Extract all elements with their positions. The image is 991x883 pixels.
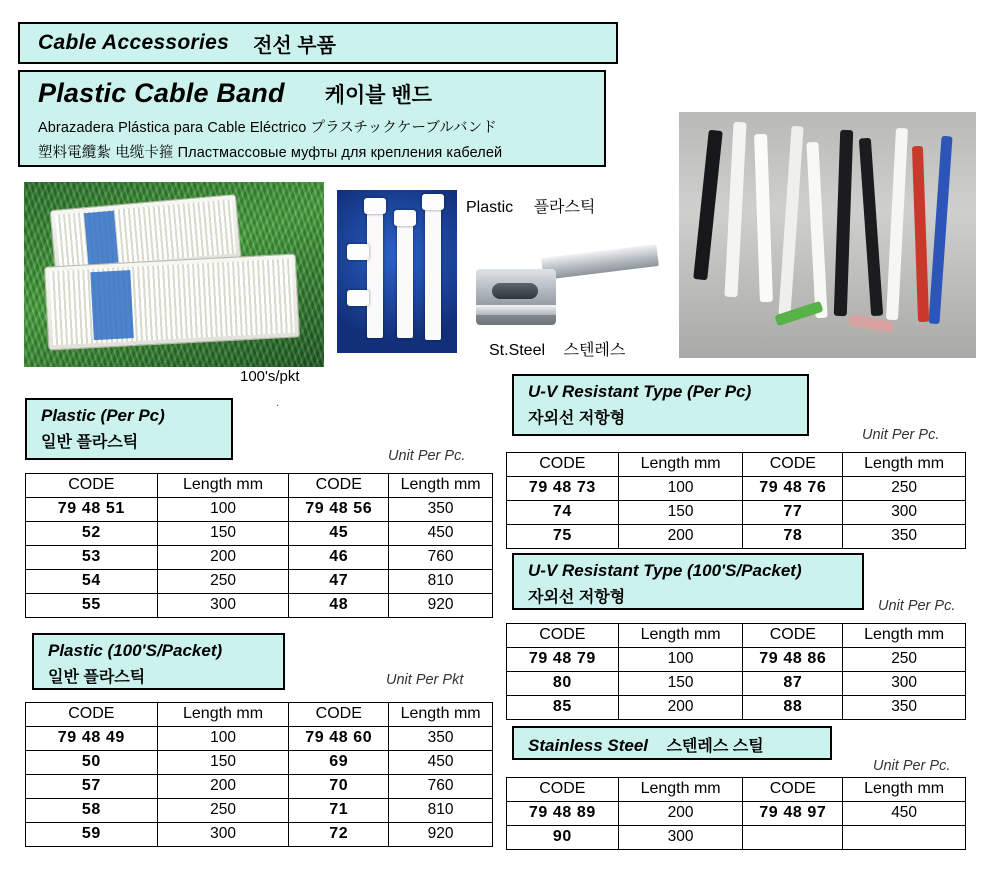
- unit-label-stainless: Unit Per Pc.: [873, 758, 951, 774]
- tie-head: [347, 290, 369, 306]
- unit-label-plastic-per-pc: Unit Per Pc.: [388, 448, 466, 464]
- cell-length: 100: [618, 648, 743, 672]
- caption-stainless: [489, 337, 625, 360]
- table-row: [26, 546, 493, 570]
- cell-code: 77: [743, 501, 843, 525]
- cell-code: 59: [26, 823, 158, 847]
- table-row: [26, 751, 493, 775]
- cell-code: 78: [743, 525, 843, 549]
- steel-buckle: [476, 269, 556, 325]
- table-row: [507, 501, 966, 525]
- cell-length: 300: [843, 501, 966, 525]
- cell-code: 53: [26, 546, 158, 570]
- cell-length: 450: [389, 522, 493, 546]
- cell-length: 760: [389, 775, 493, 799]
- col-length-2: Length mm: [389, 474, 493, 498]
- col-length-1: Length mm: [618, 453, 743, 477]
- table-row: [507, 648, 966, 672]
- cell-code: 79 48 56: [289, 498, 389, 522]
- table-uv-per-pc: [506, 452, 966, 549]
- cell-length: 920: [389, 823, 493, 847]
- col-code-2: CODE: [743, 624, 843, 648]
- tie-white: [754, 134, 773, 302]
- cell-length: 450: [389, 751, 493, 775]
- packet-label: [84, 211, 118, 265]
- cell-length: 250: [157, 799, 289, 823]
- tie-head: [394, 210, 416, 226]
- cell-length: 250: [843, 477, 966, 501]
- cell-code: 46: [289, 546, 389, 570]
- product-subtitle-latin: Abrazadera Plástica para Cable Eléctrico プラスチックケーブルバンド: [38, 120, 497, 136]
- cell-code: 79 48 73: [507, 477, 619, 501]
- table-header-row: [26, 474, 493, 498]
- section-title-ko: 스텐레스 스틸: [666, 738, 764, 755]
- caption-plastic: [466, 194, 595, 217]
- category-title-en: Cable Accessories: [38, 31, 230, 54]
- table-row: [507, 696, 966, 720]
- table-row: [26, 775, 493, 799]
- cell-code: 88: [743, 696, 843, 720]
- cell-code: 75: [507, 525, 619, 549]
- col-code-2: CODE: [289, 703, 389, 727]
- cell-length: 250: [157, 570, 289, 594]
- table-row: [26, 727, 493, 751]
- caption-plastic-en: Plastic: [466, 199, 514, 216]
- cell-code: 72: [289, 823, 389, 847]
- table-header-row: [507, 778, 966, 802]
- cell-code: 79 48 49: [26, 727, 158, 751]
- cell-length: 200: [618, 696, 743, 720]
- cell-code: 79 48 86: [743, 648, 843, 672]
- section-title-ko: 일반 플라스틱: [41, 434, 139, 451]
- cell-length: 300: [157, 823, 289, 847]
- tie-white: [724, 122, 746, 297]
- cell-length: 300: [843, 672, 966, 696]
- cell-length: 920: [389, 594, 493, 618]
- cell-length: 200: [157, 775, 289, 799]
- photo-plastic-ties-blue: [337, 190, 457, 353]
- cell-code-empty: [743, 826, 843, 850]
- col-length-2: Length mm: [389, 703, 493, 727]
- cell-code: 70: [289, 775, 389, 799]
- cell-code: 74: [507, 501, 619, 525]
- table-plastic-per-pc: [25, 473, 493, 618]
- table-row: [26, 594, 493, 618]
- product-banner: [18, 70, 606, 167]
- photo-assorted-cable-ties: [679, 112, 976, 358]
- col-length-1: Length mm: [618, 778, 743, 802]
- unit-label-plastic-100: Unit Per Pkt: [386, 672, 464, 688]
- col-code-1: CODE: [507, 453, 619, 477]
- cell-length: 810: [389, 570, 493, 594]
- cell-code: 79 48 97: [743, 802, 843, 826]
- cell-length: 350: [843, 696, 966, 720]
- cell-length: 150: [618, 672, 743, 696]
- section-heading-uv-100: [512, 553, 864, 610]
- section-title-en: U-V Resistant Type (100'S/Packet): [528, 561, 802, 580]
- cell-code: 80: [507, 672, 619, 696]
- tie-red: [912, 146, 929, 322]
- cell-code: 55: [26, 594, 158, 618]
- cell-length: 250: [843, 648, 966, 672]
- cell-length: 150: [157, 751, 289, 775]
- unit-label-uv-100: Unit Per Pc.: [878, 598, 956, 614]
- cell-length: 300: [157, 594, 289, 618]
- table-row: [507, 826, 966, 850]
- photo-stainless-steel-band: [470, 243, 660, 333]
- decorative-dot: .: [276, 395, 280, 409]
- table-row: [26, 522, 493, 546]
- tie-head: [347, 244, 369, 260]
- tie-strap: [397, 220, 413, 338]
- cell-length: 200: [157, 546, 289, 570]
- cell-length: 350: [843, 525, 966, 549]
- cell-length: 760: [389, 546, 493, 570]
- steel-strap: [541, 244, 659, 280]
- ties-bundle: [49, 259, 295, 346]
- category-title-ko: 전선 부품: [253, 34, 336, 57]
- product-title-row: [38, 78, 604, 109]
- table-stainless: [506, 777, 966, 850]
- cell-length: 100: [618, 477, 743, 501]
- cell-length: 200: [618, 802, 743, 826]
- section-heading-uv-per-pc: [512, 374, 809, 436]
- table-header-row: [26, 703, 493, 727]
- cell-code: 54: [26, 570, 158, 594]
- cell-length: 810: [389, 799, 493, 823]
- col-length-2: Length mm: [843, 453, 966, 477]
- table-row: [507, 672, 966, 696]
- cell-length: 150: [618, 501, 743, 525]
- cell-code: 69: [289, 751, 389, 775]
- tie-black: [693, 130, 723, 281]
- col-code-2: CODE: [743, 453, 843, 477]
- col-code-1: CODE: [507, 624, 619, 648]
- section-title-en: U-V Resistant Type (Per Pc): [528, 382, 752, 401]
- cell-code: 57: [26, 775, 158, 799]
- cell-code: 58: [26, 799, 158, 823]
- product-subtitle-cjk: 塑料電纜紮 电缆卡箍 Пластмассовые муфты для крепления кабелей: [38, 145, 503, 161]
- cell-code: 45: [289, 522, 389, 546]
- section-title-en: Stainless Steel: [528, 736, 649, 755]
- col-length-2: Length mm: [843, 624, 966, 648]
- cell-code: 50: [26, 751, 158, 775]
- cell-length: 150: [157, 522, 289, 546]
- table-header-row: [507, 624, 966, 648]
- section-title-en: Plastic (Per Pc): [41, 406, 165, 425]
- cell-length: 450: [843, 802, 966, 826]
- col-code-1: CODE: [26, 703, 158, 727]
- cell-code: 79 48 76: [743, 477, 843, 501]
- col-code-1: CODE: [507, 778, 619, 802]
- col-code-2: CODE: [289, 474, 389, 498]
- table-row: [26, 570, 493, 594]
- section-title-ko: 자외선 저항형: [528, 589, 626, 606]
- cell-code: 90: [507, 826, 619, 850]
- cell-length: 350: [389, 727, 493, 751]
- cell-code: 52: [26, 522, 158, 546]
- table-uv-100: [506, 623, 966, 720]
- tie-white: [778, 126, 803, 316]
- tie-head: [364, 198, 386, 214]
- category-banner: [18, 22, 618, 64]
- table-row: [507, 802, 966, 826]
- product-title-ko: 케이블 밴드: [324, 84, 432, 107]
- tie-white: [886, 128, 908, 320]
- cell-code: 79 48 51: [26, 498, 158, 522]
- section-heading-plastic-100: [32, 633, 285, 690]
- table-plastic-100: [25, 702, 493, 847]
- col-length-1: Length mm: [618, 624, 743, 648]
- section-title-ko: 자외선 저항형: [528, 410, 626, 427]
- tie-strap: [425, 204, 441, 340]
- col-code-1: CODE: [26, 474, 158, 498]
- packet-label: [90, 270, 134, 341]
- tie-strap: [367, 208, 383, 338]
- tie-head: [422, 194, 444, 210]
- table-row: [26, 498, 493, 522]
- product-title-en: Plastic Cable Band: [38, 78, 285, 108]
- cell-length: 350: [389, 498, 493, 522]
- cell-code: 71: [289, 799, 389, 823]
- caption-plastic-ko: 플라스틱: [533, 199, 596, 216]
- photo-cable-ties-packets: [24, 182, 324, 367]
- caption-steel-en: St.Steel: [489, 342, 546, 359]
- cell-code: 79 48 89: [507, 802, 619, 826]
- cell-code: 85: [507, 696, 619, 720]
- unit-label-uv-per-pc: Unit Per Pc.: [862, 427, 940, 443]
- cell-code: 47: [289, 570, 389, 594]
- cell-length: 200: [618, 525, 743, 549]
- cell-code: 79 48 79: [507, 648, 619, 672]
- col-length-1: Length mm: [157, 474, 289, 498]
- section-title-en: Plastic (100'S/Packet): [48, 641, 223, 660]
- caption-pack-qty: 100's/pkt: [240, 368, 300, 385]
- packet-large: [44, 253, 300, 350]
- tie-black: [834, 130, 853, 316]
- cell-code: 48: [289, 594, 389, 618]
- col-length-2: Length mm: [843, 778, 966, 802]
- cell-length: 300: [618, 826, 743, 850]
- col-code-2: CODE: [743, 778, 843, 802]
- tie-black: [859, 138, 883, 316]
- table-header-row: [507, 453, 966, 477]
- col-length-1: Length mm: [157, 703, 289, 727]
- cell-code: 79 48 60: [289, 727, 389, 751]
- cell-length-empty: [843, 826, 966, 850]
- table-row: [507, 477, 966, 501]
- cell-code: 87: [743, 672, 843, 696]
- cell-length: 100: [157, 727, 289, 751]
- section-heading-plastic-per-pc: [25, 398, 233, 460]
- tie-white: [806, 142, 827, 318]
- section-title-ko: 일반 플라스틱: [48, 669, 146, 686]
- tie-blue: [928, 136, 952, 324]
- caption-steel-ko: 스텐레스: [563, 342, 626, 359]
- cell-length: 100: [157, 498, 289, 522]
- table-row: [26, 823, 493, 847]
- section-heading-stainless: [512, 726, 832, 760]
- table-row: [507, 525, 966, 549]
- table-row: [26, 799, 493, 823]
